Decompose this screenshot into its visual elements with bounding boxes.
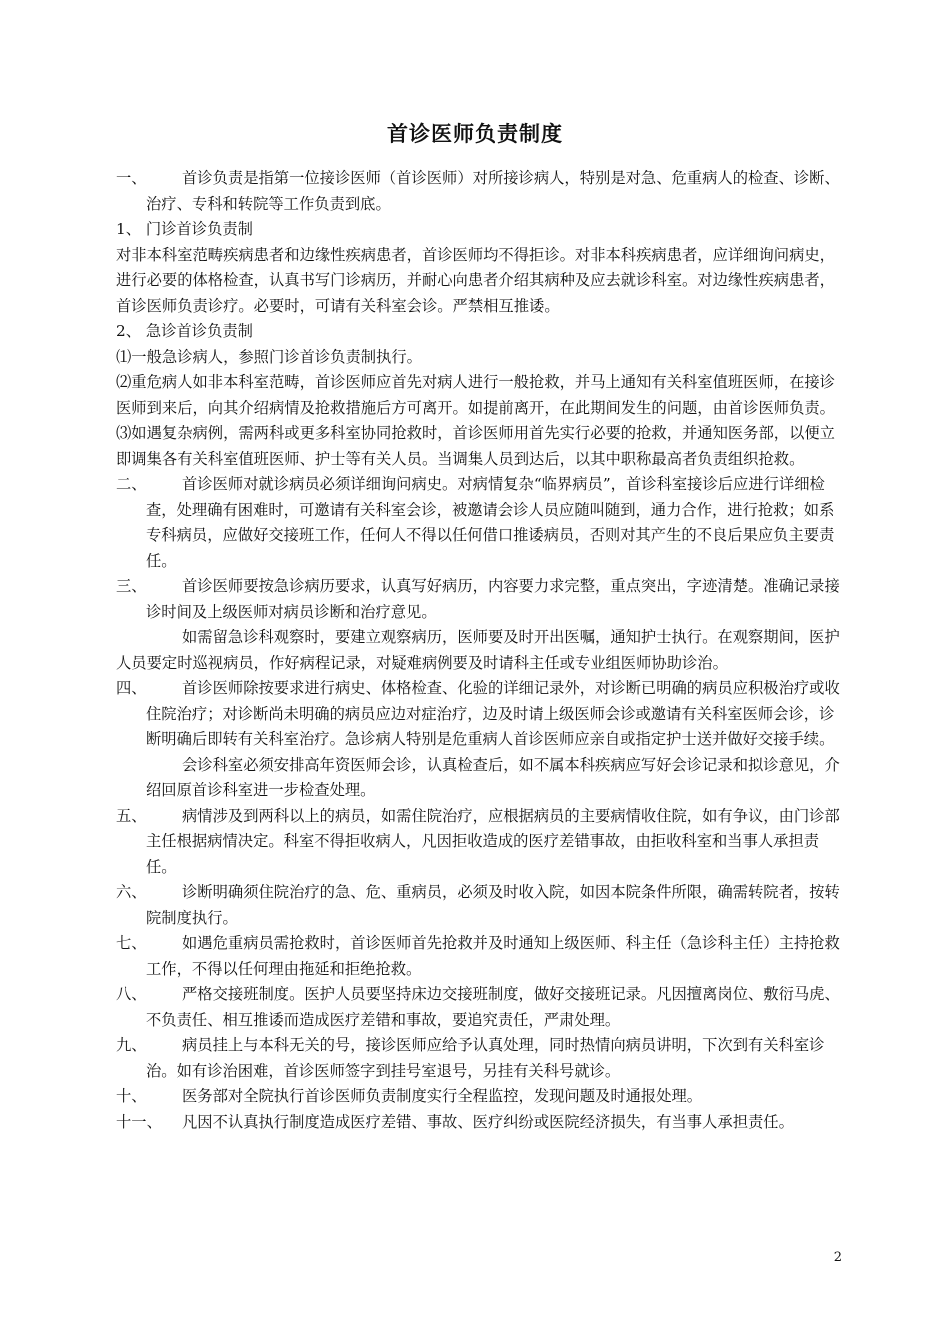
subsection-2-item-1: ⑴一般急诊病人，参照门诊首诊负责制执行。 [116, 347, 422, 366]
subsection-1-text: 对非本科室范畴疾病患者和边缘性疾病患者，首诊医师均不得拒诊。对非本科疾病患者，应详细询问病史，进行必要的体格检查，认真书写门诊病历，并耐心向患者介绍其病种及应去就诊科室。对边缘性疾病患者，首诊医师负责诊疗。必要时，可请有关科室会诊。严禁相互推诿。 [116, 245, 835, 315]
section-10-paragraph [116, 1084, 842, 1110]
section-1-paragraph [116, 166, 842, 217]
section-5 [116, 804, 842, 881]
section-2-text: 首诊医师对就诊病员必须详细询问病史。对病情复杂“临界病员”，首诊科室接诊后应进行详细检查，处理确有困难时，可邀请有关科室会诊，被邀请会诊人员应随叫随到，通力合作，进行抢救；如系专科病员，应做好交接班工作，任何人不得以任何借口推诿病员，否则对其产生的不良后果应负主要责任。 [146, 475, 835, 570]
subsection-2-item-3: ⑶如遇复杂病例，需两科或更多科室协同抢救时，首诊医师用首先实行必要的抢救，并通知医务部，以便立即调集各有关科室值班医师、护士等有关人员。当调集人员到达后，以其中职称最高者负责组织抢救。 [116, 424, 835, 468]
page-number: 2 [833, 1250, 842, 1265]
section-7-text: 如遇危重病员需抢救时，首诊医师首先抢救并及时通知上级医师、科主任（急诊科主任）主持抢救工作，不得以任何理由拖延和拒绝抢救。 [146, 934, 840, 978]
section-3-paragraph [116, 574, 842, 625]
section-5-number: 五、 [116, 806, 147, 825]
section-8 [116, 982, 842, 1033]
subsection-2-item-2: ⑵重危病人如非本科室范畴，首诊医师应首先对病人进行一般抢救，并马上通知有关科室值班医师，在接诊医师到来后，向其介绍病情及抢救措施后方可离开。如提前离开，在此期间发生的问题，由首诊医师负责。 [116, 373, 835, 417]
section-2-paragraph [116, 472, 842, 574]
section-4-paragraph [116, 676, 842, 753]
section-10 [116, 1084, 842, 1110]
section-2 [116, 472, 842, 574]
section-9-text: 病员挂上与本科无关的号，接诊医师应给予认真处理，同时热情向病员讲明，下次到有关科室诊治。如有诊治困难，首诊医师签字到挂号室退号，另挂有关科号就诊。 [146, 1036, 825, 1080]
section-8-text: 严格交接班制度。医护人员要坚持床边交接班制度，做好交接班记录。凡因擅离岗位、敷衍马虎、不负责任、相互推诿而造成医疗差错和事故，要追究责任，严肃处理。 [146, 985, 840, 1029]
section-4-extra: 会诊科室必须安排高年资医师会诊，认真检查后，如不属本科疾病应写好会诊记录和拟诊意见，介绍回原首诊科室进一步检查处理。 [146, 755, 840, 799]
section-3-text: 首诊医师要按急诊病历要求，认真写好病历，内容要力求完整，重点突出，字迹清楚。准确记录接诊时间及上级医师对病员诊断和治疗意见。 [146, 577, 840, 621]
section-10-text: 医务部对全院执行首诊医师负责制度实行全程监控，发现问题及时通报处理。 [182, 1087, 703, 1105]
section-4-text: 首诊医师除按要求进行病史、体格检查、化验的详细记录外，对诊断已明确的病员应积极治疗或收住院治疗；对诊断尚未明确的病员应边对症治疗，边及时请上级医师会诊或邀请有关科室医师会诊，诊断明确后即转有关科室治疗。急诊病人特别是危重病人首诊医师应亲自或指定护士送并做好交接手续。 [146, 679, 840, 748]
section-10-number: 十、 [116, 1087, 147, 1105]
section-11-paragraph [116, 1110, 842, 1136]
document-body [116, 166, 842, 1135]
section-9 [116, 1033, 842, 1084]
section-3 [116, 574, 842, 625]
section-7 [116, 931, 842, 982]
section-11 [116, 1110, 842, 1136]
section-1-text: 首诊负责是指第一位接诊医师（首诊医师）对所接诊病人，特别是对急、危重病人的检查、诊断、治疗、专科和转院等工作负责到底。 [146, 169, 840, 213]
section-9-number: 九、 [116, 1036, 147, 1054]
section-6 [116, 880, 842, 931]
section-7-number: 七、 [116, 934, 147, 952]
subsection-1-heading: 1、 门诊首诊负责制 [116, 220, 253, 238]
section-4-number: 四、 [116, 679, 147, 697]
subsection-2-heading: 2、 急诊首诊负责制 [116, 322, 253, 340]
section-3-extra: 如需留急诊科观察时，要建立观察病历，医师要及时开出医嘱，通知护士执行。在观察期间，医护人员要定时巡视病员，作好病程记录，对疑难病例要及时请科主任或专业组医师协助诊治。 [116, 628, 840, 672]
section-2-number: 二、 [116, 475, 147, 493]
section-11-number: 十一、 [116, 1112, 162, 1131]
section-5-paragraph [116, 804, 842, 881]
section-6-text: 诊断明确须住院治疗的急、危、重病员，必须及时收入院，如因本院条件所限，确需转院者，按转院制度执行。 [146, 883, 840, 927]
section-1-number: 一、 [116, 169, 147, 187]
section-7-paragraph [116, 931, 842, 982]
section-9-paragraph [116, 1033, 842, 1084]
section-3-number: 三、 [116, 577, 147, 595]
section-8-paragraph [116, 982, 842, 1033]
section-8-number: 八、 [116, 985, 147, 1003]
document-title: 首诊医师负责制度 [387, 122, 563, 146]
section-6-number: 六、 [116, 883, 147, 901]
section-1 [116, 166, 842, 217]
section-4 [116, 676, 842, 804]
section-6-paragraph [116, 880, 842, 931]
section-11-text: 凡因不认真执行制度造成医疗差错、事故、医疗纠纷或医院经济损失，有当事人承担责任。 [182, 1112, 794, 1131]
section-5-text: 病情涉及到两科以上的病员，如需住院治疗，应根据病员的主要病情收住院，如有争议，由门诊部主任根据病情决定。科室不得拒收病人，凡因拒收造成的医疗差错事故，由拒收科室和当事人承担责任。 [146, 806, 840, 876]
